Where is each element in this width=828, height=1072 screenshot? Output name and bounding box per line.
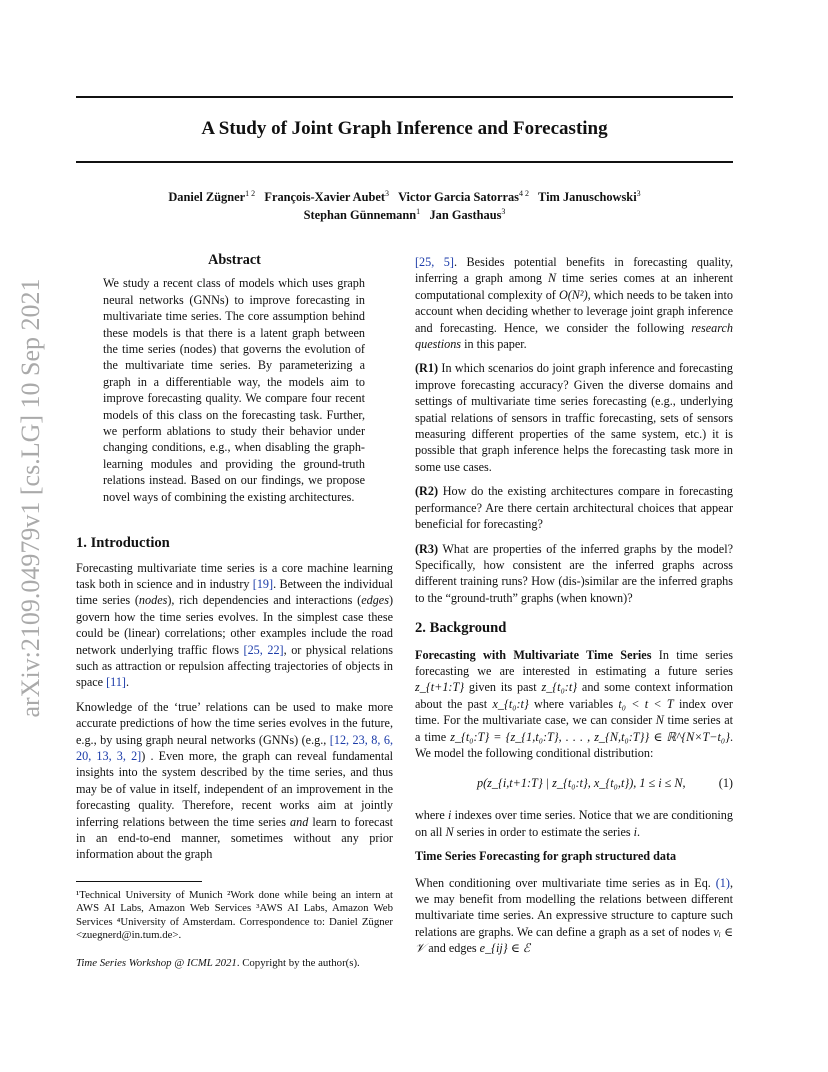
workshop-note: Time Series Workshop @ ICML 2021. Copyright by the author(s).	[76, 957, 360, 969]
arxiv-stamp: arXiv:2109.04979v1 [cs.LG] 10 Sep 2021	[16, 278, 45, 718]
intro-paragraph: Knowledge of the ‘true’ relations can be used to make more accurate predictions of how the time series evolves in the future, e.g., by using graph neural networks (GNNs) (e.g., [12, 23, 8, 6, 20, 13, 3, 2]) . Even more, the graph can reveal fundamental insights into the system described by the time series, and thus may be of value in itself, independent of an improvement in the forecasting quality. Therefore, recent works aim at jointly inferring relations between the time series and learn to forecast in an end-to-end manner, sometimes without any prior information about the graph	[76, 699, 394, 862]
citation-link[interactable]: [11]	[106, 675, 126, 690]
title-top-rule	[76, 96, 733, 98]
background-paragraph: Forecasting with Multivariate Time Series In time series forecasting we are interested in estimating a future series z_{t+1:T} given its past z_{t₀:t} and some context information about the past x_{t₀:t} where variables t₀ < t < T index over time. For the multivariate case, we can consider N time series at a time z_{t₀:T} = {z_{1,t₀:T}, . . . , z_{N,t₀:T}} ∈ ℝ^{N×T−t₀}. We model the following conditional distribution:	[415, 647, 733, 760]
section-heading: 1. Introduction	[76, 535, 170, 552]
section-heading: 2. Background	[415, 620, 507, 637]
title-bottom-rule	[76, 161, 733, 163]
equation-ref-link[interactable]: (1)	[715, 875, 730, 890]
citation-link[interactable]: [25, 5]	[415, 255, 454, 269]
author: Daniel Zügner$^{1 2}$	[168, 188, 256, 204]
intro-paragraph: Forecasting multivariate time series is a core machine learning task both in science and in industry [19]. Between the individual time series (nodes), rich dependencies and interactions (edges) govern how the time series evolves. In the simplest case these could be (linear) correlations; other examples include the road network underlying traffic flows [25, 22], or physical relations such as attraction or repulsion affecting trajectories of objects in space [11].	[76, 560, 394, 690]
research-question: (R2) How do the existing architectures compare in forecasting performance? Are there certain architectural choices that appear beneficial for forecasting?	[415, 484, 733, 532]
abstract-text: We study a recent class of models which uses graph neural networks (GNNs) to improve forecasting in multivariate time series. The core assumption behind these models is that there is a latent graph between the time series (nodes) that governs the evolution of the multivariate time series. By parameterizing a graph in a differentiable way, the models aim to improve forecasting quality. We compare four recent models of this class on the forecasting task. Further, we perform ablations to study their behavior under changing conditions, e.g., when disabling the graph-learning modules and providing the ground-truth relations instead. Based on our findings, we propose novel ways of combining the existing architectures.	[103, 276, 365, 504]
subsection-heading: Time Series Forecasting for graph structured data	[415, 849, 677, 864]
citation-link[interactable]: [12, 23, 8, 6, 20, 13, 3, 2]	[76, 732, 393, 763]
research-question: (R3) What are properties of the inferred graphs by the model? Specifically, how consistent are the inferred graphs across different training runs? How (dis-)similar are the inferred graphs to the “ground-truth” graphs (when known)?	[415, 541, 733, 605]
abstract-heading: Abstract	[208, 252, 261, 268]
background-paragraph: When conditioning over multivariate time series as in Eq. (1), we may benefit from modelling the relations between different multivariate time series. An expressive structure to capture such relations are graphs. We can define a graph as a set of nodes vᵢ ∈ 𝒱 and edges e_{ij} ∈ ℰ	[415, 875, 734, 956]
equation	[415, 775, 733, 797]
author: François-Xavier Aubet$^3$	[264, 188, 389, 204]
left-column	[76, 252, 393, 871]
author-list	[76, 188, 733, 224]
footnote-rule	[76, 881, 202, 882]
footnote: ¹Technical University of Munich ²Work done while being an intern at AWS AI Labs, Amazon Web Services ³AWS AI Labs, Amazon Web Services ⁴University of Amsterdam. Correspondence to: Daniel Zügner <zuegnerd@in.tum.de>.	[76, 889, 393, 942]
intro-paragraph-continued: [25, 5]. Besides potential benefits in forecasting quality, inferring a graph among N time series comes at an inherent computational complexity of O(N²), which needs to be taken into account when deciding whether to leverage joint graph inference and forecasting. Hence, we consider the following research questions in this paper.	[415, 255, 733, 352]
author: Tim Januschowski$^3$	[538, 188, 641, 204]
paper-title: A Study of Joint Graph Inference and Forecasting	[201, 118, 608, 139]
citation-link[interactable]: [19]	[252, 576, 274, 591]
citation-link[interactable]: [25, 22]	[243, 642, 284, 657]
equation-number: (1)	[718, 776, 733, 791]
author: Stephan Günnemann$^1$	[303, 206, 421, 222]
author: Victor Garcia Satorras$^{4 2}$	[398, 188, 529, 204]
author: Jan Gasthaus$^3$	[429, 206, 506, 222]
right-column	[415, 254, 733, 965]
research-question: (R1) In which scenarios do joint graph inference and forecasting improve forecasting accuracy? Given the diverse domains and settings of multivariate time series forecasting (e.g., underlying spatial relations of sensors in traffic forecasting, sets of sensors measuring different properties of the same system, etc.) it is possible that graph inference helps the forecasting task more in some use cases.	[415, 361, 733, 474]
background-paragraph: where i indexes over time series. Notice that we are conditioning on all N series in order to estimate the series i.	[415, 808, 733, 839]
equation-formula: p(z_{i,t+1:T} | z_{t₀:t}, x_{t₀,t}), 1 ≤ i ≤ N,	[477, 776, 686, 791]
